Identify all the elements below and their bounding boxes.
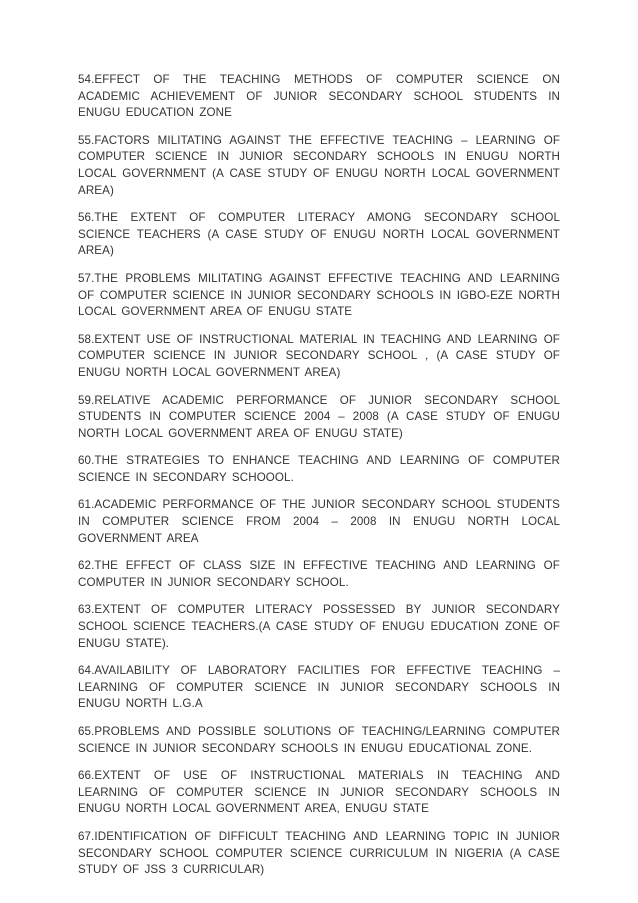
topic-item-62: 62.THE EFFECT OF CLASS SIZE IN EFFECTIVE TEACHING AND LEARNING OF COMPUTER IN JUNIOR SECONDARY SCHOOL. (78, 559, 560, 589)
topic-item-63: 63.EXTENT OF COMPUTER LITERACY POSSESSED BY JUNIOR SECONDARY SCHOOL SCIENCE TEACHERS.(A CASE STUDY OF ENUGU EDUCATION ZONE OF ENUGU STATE). (78, 603, 560, 650)
topic-item-59: 59.RELATIVE ACADEMIC PERFORMANCE OF JUNIOR SECONDARY SCHOOL STUDENTS IN COMPUTER SCIENCE 2004 – 2008 (A CASE STUDY OF ENUGU NORTH LOCAL GOVERNMENT AREA OF ENUGU STATE) (78, 393, 560, 440)
topic-item-58: 58.EXTENT USE OF INSTRUCTIONAL MATERIAL IN TEACHING AND LEARNING OF COMPUTER SCIENCE IN JUNIOR SECONDARY SCHOOL , (A CASE STUDY OF ENUGU NORTH LOCAL GOVERNMENT AREA) (78, 332, 560, 379)
topic-item-56: 56.THE EXTENT OF COMPUTER LITERACY AMONG SECONDARY SCHOOL SCIENCE TEACHERS (A CASE STUDY OF ENUGU NORTH LOCAL GOVERNMENT AREA) (78, 211, 560, 258)
topic-item-60: 60.THE STRATEGIES TO ENHANCE TEACHING AND LEARNING OF COMPUTER SCIENCE IN SECONDARY SCHOOOL. (78, 454, 560, 484)
topic-item-65: 65.PROBLEMS AND POSSIBLE SOLUTIONS OF TEACHING/LEARNING COMPUTER SCIENCE IN JUNIOR SECONDARY SCHOOLS IN ENUGU EDUCATIONAL ZONE. (78, 725, 560, 755)
topic-item-66: 66.EXTENT OF USE OF INSTRUCTIONAL MATERIALS IN TEACHING AND LEARNING OF COMPUTER SCIENCE IN JUNIOR SECONDARY SCHOOLS IN ENUGU NORTH LOCAL GOVERNMENT AREA, ENUGU STATE (78, 769, 560, 816)
topic-item-67: 67.IDENTIFICATION OF DIFFICULT TEACHING AND LEARNING TOPIC IN JUNIOR SECONDARY SCHOOL COMPUTER SCIENCE CURRICULUM IN NIGERIA (A CASE STUDY OF JSS 3 CURRICULAR) (78, 829, 560, 877)
topic-item-61: 61.ACADEMIC PERFORMANCE OF THE JUNIOR SECONDARY SCHOOL STUDENTS IN COMPUTER SCIENCE FROM 2004 – 2008 IN ENUGU NORTH LOCAL GOVERNMENT AREA (78, 498, 560, 545)
document-page (78, 72, 560, 890)
topic-item-54: 54.EFFECT OF THE TEACHING METHODS OF COMPUTER SCIENCE ON ACADEMIC ACHIEVEMENT OF JUNIOR SECONDARY SCHOOL STUDENTS IN ENUGU EDUCATION ZONE (78, 73, 560, 120)
topic-item-64: 64.AVAILABILITY OF LABORATORY FACILITIES FOR EFFECTIVE TEACHING – LEARNING OF COMPUTER SCIENCE IN JUNIOR SECONDARY SCHOOLS IN ENUGU NORTH L.G.A (78, 664, 560, 711)
topic-item-57: 57.THE PROBLEMS MILITATING AGAINST EFFECTIVE TEACHING AND LEARNING OF COMPUTER SCIENCE IN JUNIOR SECONDARY SCHOOLS IN IGBO-EZE NORTH LOCAL GOVERNMENT AREA OF ENUGU STATE (78, 271, 560, 319)
topic-item-55: 55.FACTORS MILITATING AGAINST THE EFFECTIVE TEACHING – LEARNING OF COMPUTER SCIENCE IN JUNIOR SECONDARY SCHOOLS IN ENUGU NORTH LOCAL GOVERNMENT (A CASE STUDY OF ENUGU NORTH LOCAL GOVERNMENT AREA) (78, 133, 560, 197)
